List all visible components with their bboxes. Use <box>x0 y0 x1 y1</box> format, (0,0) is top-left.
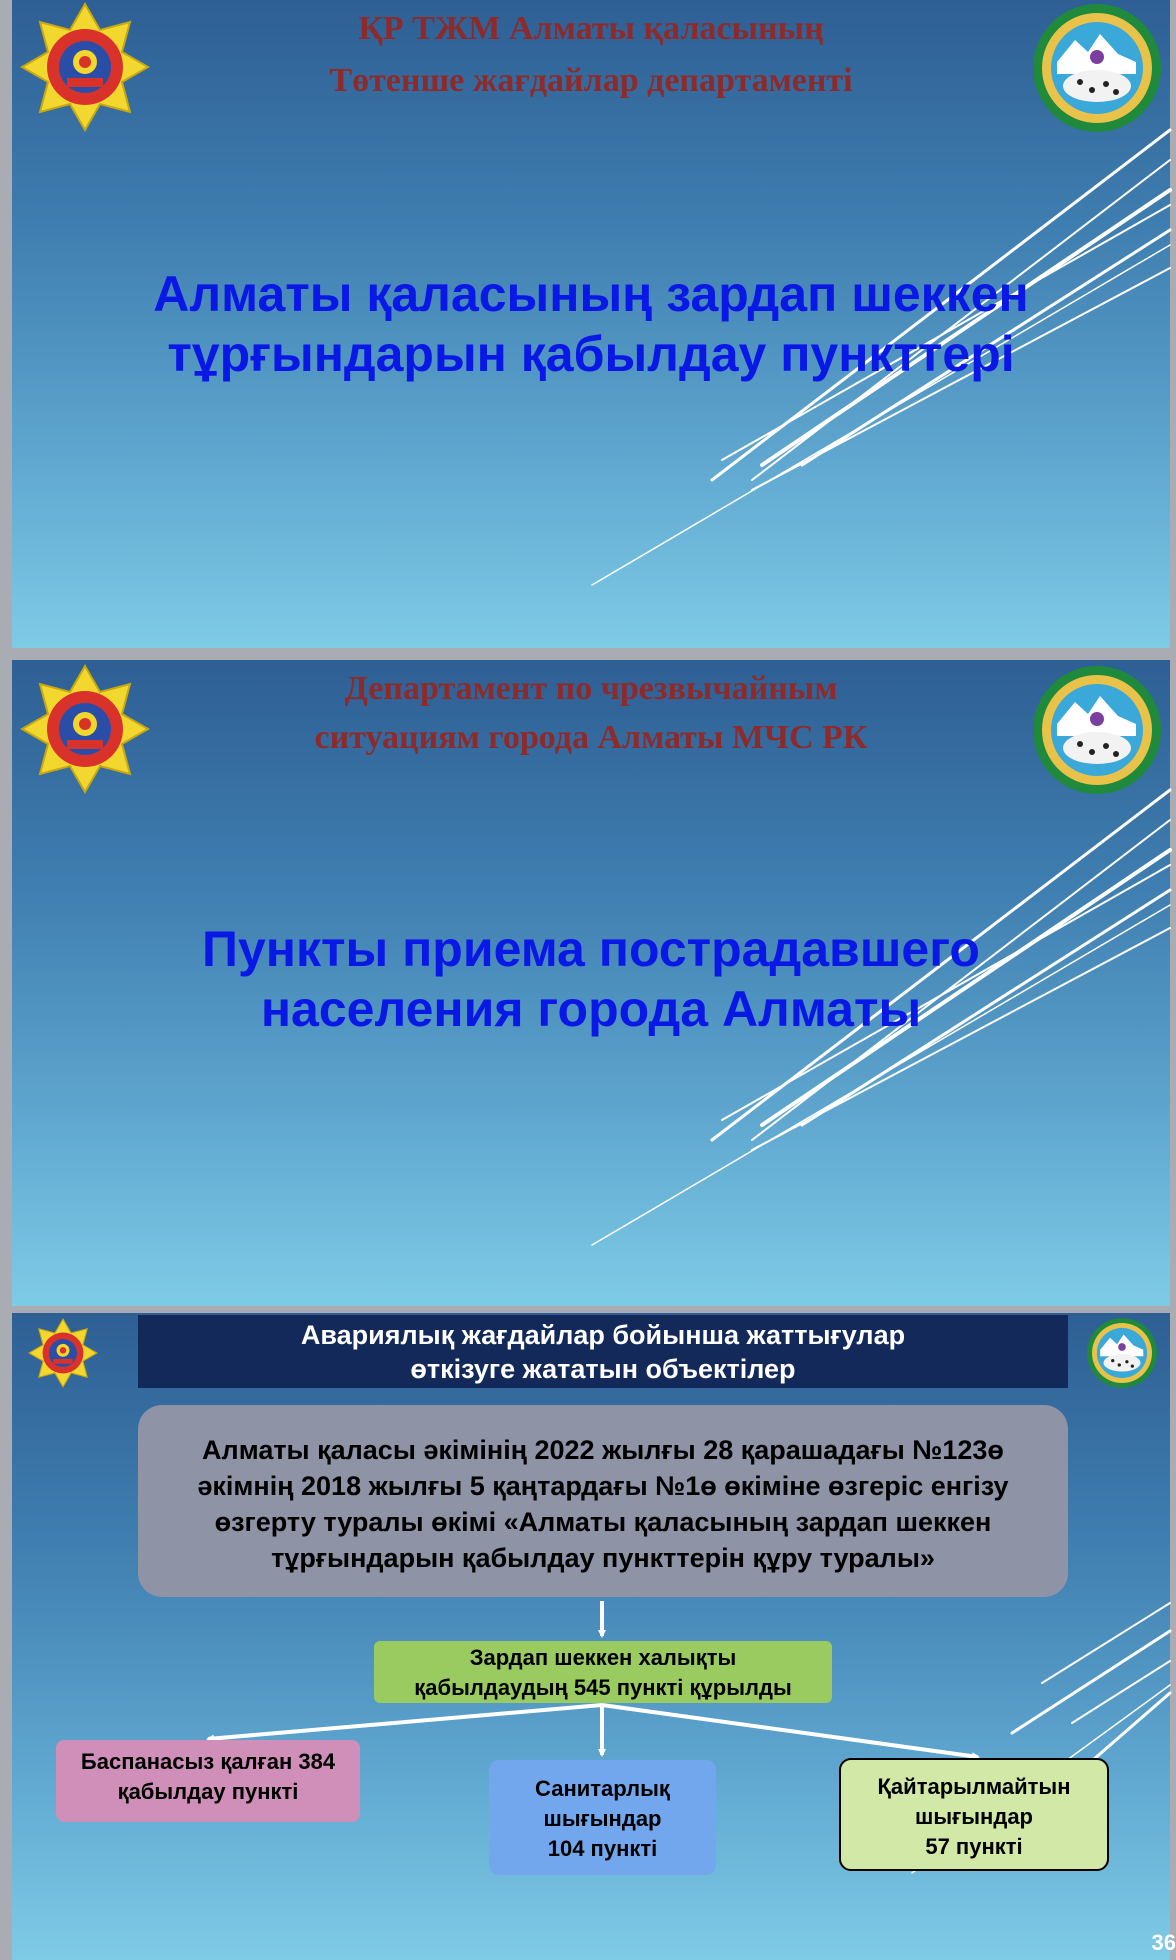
slide-kazakh-title <box>12 0 1170 648</box>
slide-title-line-2: населения города Алматы <box>260 981 922 1037</box>
homeless-points-box <box>56 1740 360 1822</box>
arrow-to-homeless <box>208 1705 602 1739</box>
sanitary-losses-box <box>489 1760 716 1875</box>
total-line-1: Зардап шеккен халықты <box>469 1645 737 1670</box>
department-header-line-2: ситуациям города Алматы МЧС РК <box>314 719 868 756</box>
irrev-line-3: 57 пункті <box>925 1834 1023 1859</box>
irrev-line-2: шығындар <box>914 1804 1033 1829</box>
page-number: 36 <box>1151 1930 1176 1955</box>
decree-line-1: Алматы қаласы әкімінің 2022 жылғы 28 қарашадағы №123ө <box>202 1435 1004 1465</box>
arrow-to-irreversible <box>602 1705 978 1757</box>
sanitary-line-2: шығындар <box>543 1806 662 1831</box>
slide-title-line-2: тұрғындарын қабылдау пункттері <box>167 326 1015 382</box>
sanitary-line-3: 104 пункті <box>547 1836 658 1861</box>
decree-line-4: тұрғындарын қабылдау пункттерін құру туралы» <box>271 1543 935 1573</box>
slide-russian-title <box>12 660 1170 1306</box>
department-header-line-1: Департамент по чрезвычайным <box>344 670 838 707</box>
total-points-box <box>374 1641 832 1703</box>
decree-line-2: әкімнің 2018 жылғы 5 қаңтардағы №1ө өкіміне өзгеріс енгізу <box>197 1471 1009 1501</box>
irreversible-losses-box <box>839 1758 1109 1871</box>
sanitary-line-1: Санитарлық <box>535 1776 670 1801</box>
slide-title-line-1: Алматы қаласының зардап шеккен <box>153 266 1029 322</box>
banner-line-1: Авариялық жағдайлар бойынша жаттығулар <box>300 1320 906 1350</box>
slide-reception-points-diagram <box>12 1313 1176 1960</box>
decree-line-3: өзгерту туралы өкімі «Алматы қаласының зардап шеккен <box>214 1507 992 1537</box>
irrev-line-1: Қайтарылмайтын <box>877 1774 1071 1799</box>
homeless-line-2: қабылдау пункті <box>117 1779 299 1804</box>
department-header-line-1: ҚР ТЖМ Алматы қаласының <box>358 10 824 47</box>
total-line-2: қабылдаудың 545 пункті құрылды <box>414 1675 792 1700</box>
department-header-line-2: Төтенше жағдайлар департаменті <box>329 62 853 99</box>
homeless-line-1: Баспанасыз қалған 384 <box>80 1749 336 1774</box>
banner-line-2: өткізуге жататын объектілер <box>410 1354 796 1384</box>
slide-title-line-1: Пункты приема пострадавшего <box>202 921 980 977</box>
